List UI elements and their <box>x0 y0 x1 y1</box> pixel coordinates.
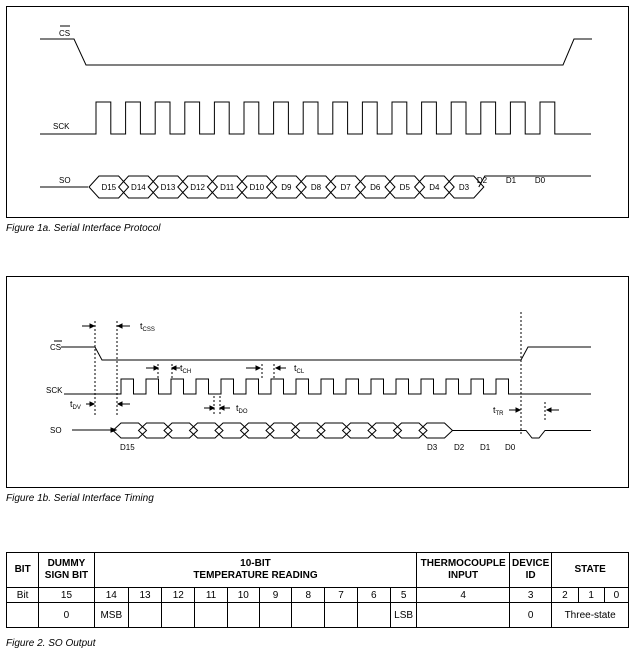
header-device-id: DEVICE ID <box>509 553 551 588</box>
table-cell <box>7 603 39 628</box>
so-bit-eye <box>139 423 173 438</box>
table-cell <box>292 603 325 628</box>
so-data-eyes <box>113 423 591 438</box>
so-bit-eye <box>241 423 275 438</box>
so-bit-label: D7 <box>340 183 351 192</box>
figure-1a-diagram <box>6 6 629 218</box>
table-cell: 9 <box>259 588 291 603</box>
table-cell: Bit <box>7 588 39 603</box>
so-bit-label: D15 <box>101 183 117 192</box>
figure-1a-caption: Figure 1a. Serial Interface Protocol <box>6 223 161 234</box>
table-cell: 8 <box>292 588 325 603</box>
tcl-label: $t_{CL}$ <box>294 363 305 375</box>
so-bit-eye <box>343 423 377 438</box>
sck-waveform <box>40 102 591 134</box>
so-tail-bit-label: D1 <box>505 176 517 185</box>
table-cell: 14 <box>94 588 128 603</box>
so-bit-eye <box>419 423 453 438</box>
table-cell: 3 <box>509 588 551 603</box>
so-bit-label: D5 <box>399 183 410 192</box>
table-cell: 10 <box>227 588 259 603</box>
d3-label: D3 <box>427 443 438 452</box>
header-temperature: 10-BIT TEMPERATURE READING <box>94 553 417 588</box>
so-bit-eye <box>190 423 224 438</box>
tch-label: $t_{CH}$ <box>180 363 192 375</box>
table-cell: 0 <box>39 603 94 628</box>
so-bit-eye <box>317 423 351 438</box>
d2-label: D2 <box>454 443 465 452</box>
d1-label: D1 <box>480 443 491 452</box>
table-cell: Three-state <box>552 603 629 628</box>
tdv-label: $t_{DV}$ <box>70 399 81 411</box>
table-cell <box>417 603 510 628</box>
so-bit-label: D3 <box>458 183 470 192</box>
cs-waveform <box>40 39 592 65</box>
d0-label: D0 <box>505 443 516 452</box>
tcss-label: $t_{CSS}$ <box>140 321 155 333</box>
ttr-label: $t_{TR}$ <box>493 405 504 417</box>
cs-label: CS <box>50 343 62 352</box>
so-label: SO <box>59 176 71 185</box>
table-cell <box>128 603 161 628</box>
table-value-row <box>7 603 629 628</box>
table-cell: MSB <box>94 603 128 628</box>
so-bit-eye <box>394 423 428 438</box>
so-bit-eye <box>113 423 147 438</box>
header-thermocouple: THERMOCOUPLE INPUT <box>417 553 510 588</box>
cs-waveform <box>61 347 591 360</box>
table-cell: LSB <box>390 603 416 628</box>
table-cell: 1 <box>578 588 604 603</box>
table-cell <box>259 603 291 628</box>
so-bit-label: D4 <box>429 183 440 192</box>
header-bit: BIT <box>7 553 39 588</box>
d15-label: D15 <box>120 443 135 452</box>
so-bit-label: D13 <box>160 183 176 192</box>
table-bit-row <box>7 588 629 603</box>
so-label: SO <box>50 426 62 435</box>
so-bit-label: D9 <box>281 183 292 192</box>
figure-1b-diagram <box>6 276 629 488</box>
so-tail-bit-label: D2 <box>476 176 488 185</box>
table-cell <box>357 603 390 628</box>
table-cell <box>162 603 195 628</box>
so-tail-bit-label: D0 <box>534 176 546 185</box>
cs-label: CS <box>59 29 71 38</box>
table-cell <box>195 603 227 628</box>
so-bit-eye <box>368 423 402 438</box>
so-bit-label: D14 <box>131 183 146 192</box>
so-bit-label: D11 <box>220 183 235 192</box>
so-output-table <box>6 552 629 628</box>
so-bit-eye <box>266 423 300 438</box>
so-bit-eye <box>215 423 249 438</box>
header-state: STATE <box>552 553 629 588</box>
table-cell: 7 <box>325 588 357 603</box>
table-header-row <box>7 553 629 588</box>
so-bit-eye <box>164 423 198 438</box>
table-cell: 6 <box>357 588 390 603</box>
sck-label: SCK <box>53 122 70 131</box>
table-cell: 12 <box>162 588 195 603</box>
sck-waveform <box>64 379 591 394</box>
table-cell: 0 <box>509 603 551 628</box>
figure-1b-caption: Figure 1b. Serial Interface Timing <box>6 493 154 504</box>
so-bit-label: D10 <box>249 183 265 192</box>
so-bit-label: D8 <box>310 183 322 192</box>
table-cell: 4 <box>417 588 510 603</box>
table-cell: 15 <box>39 588 94 603</box>
figure-2-caption: Figure 2. SO Output <box>6 638 96 649</box>
table-cell: 5 <box>390 588 416 603</box>
sck-label: SCK <box>46 386 63 395</box>
table-cell: 0 <box>604 588 628 603</box>
table-cell: 13 <box>128 588 161 603</box>
so-bit-label: D12 <box>190 183 205 192</box>
tdo-label: $t_{DO}$ <box>236 403 248 415</box>
table-cell: 2 <box>552 588 578 603</box>
table-cell: 11 <box>195 588 227 603</box>
table-cell <box>325 603 357 628</box>
table-cell <box>227 603 259 628</box>
so-bit-label: D6 <box>370 183 381 192</box>
so-bit-eye <box>292 423 326 438</box>
header-dummy: DUMMY SIGN BIT <box>39 553 94 588</box>
